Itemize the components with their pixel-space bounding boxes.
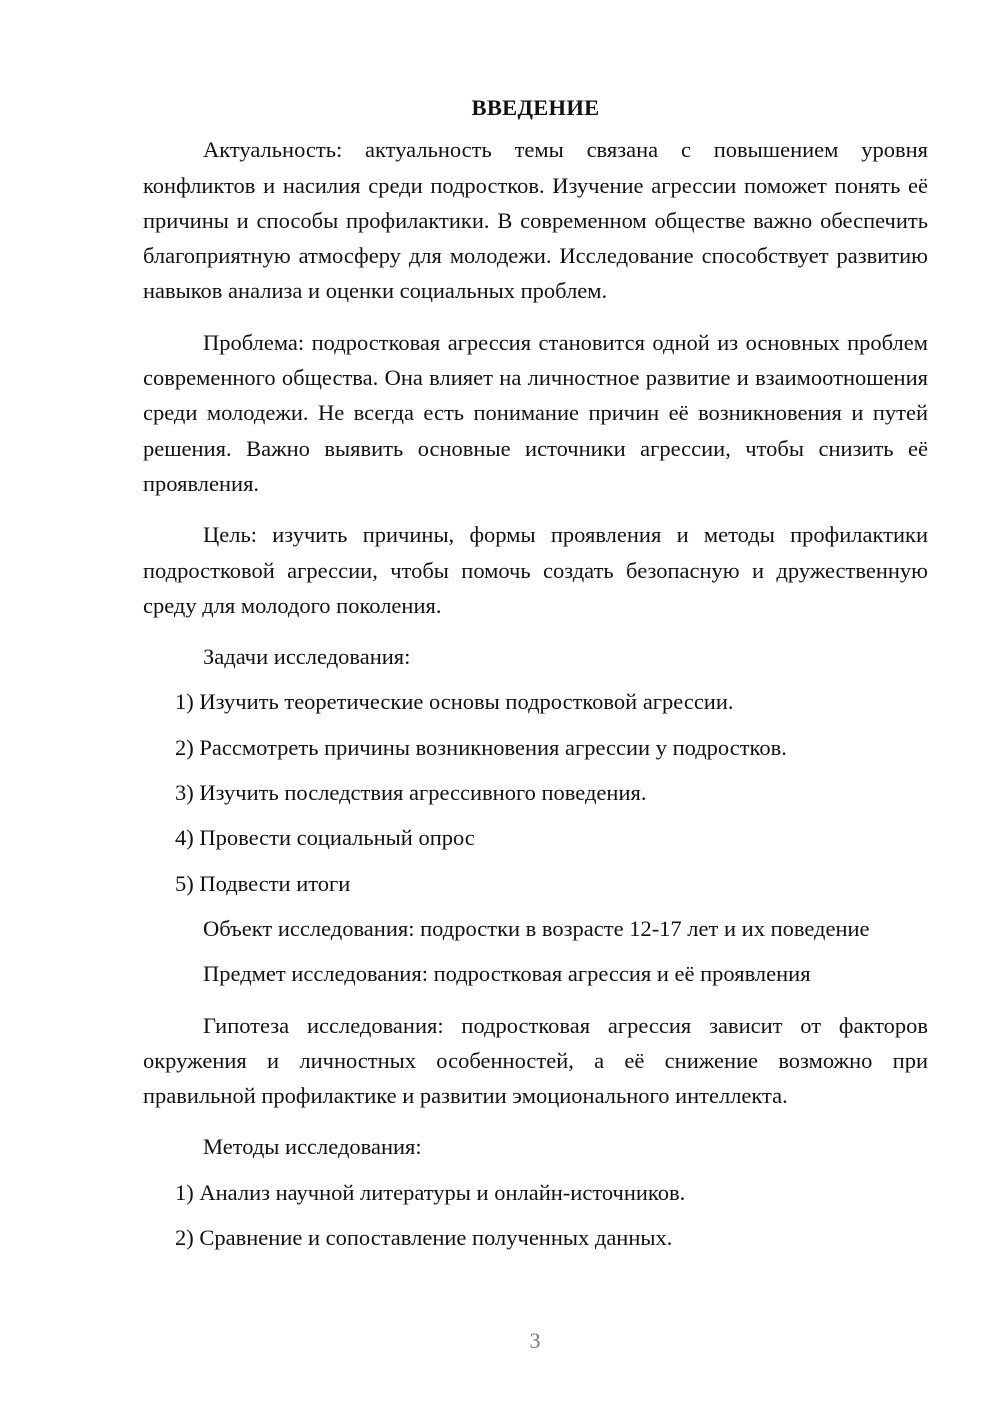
goal-paragraph: Цель: изучить причины, формы проявления и методы профилактики подростковой агрессии, чтобы помочь создать безопасную и дружественную среду для молодого поколения. [143, 522, 928, 618]
relevance-paragraph: Актуальность: актуальность темы связана с повышением уровня конфликтов и насилия среди подростков. Изучение агрессии поможет понять её причины и способы профилактики. В современном обществе важно обеспечить благоприятную атмосферу для молодежи. Исследование способствует развитию навыков анализа и оценки социальных проблем. [143, 137, 928, 304]
problem-paragraph: Проблема: подростковая агрессия становится одной из основных проблем современного общества. Она влияет на личностное развитие и взаимоотношения среди молодежи. Не всегда есть понимание причин её возникновения и путей решения. Важно выявить основные источники агрессии, чтобы снизить её проявления. [143, 329, 928, 496]
hypothesis-paragraph: Гипотеза исследования: подростковая агрессия зависит от факторов окружения и личностных особенностей, а её снижение возможно при правильной профилактике и развитии эмоционального интеллекта. [143, 1012, 928, 1109]
task-item: 3) Изучить последствия агрессивного поведения. [175, 780, 647, 806]
task-item: 5) Подвести итоги [175, 870, 351, 896]
section-title: ВВЕДЕНИЕ [471, 95, 600, 120]
document-page [143, 90, 928, 1265]
tasks-heading: Задачи исследования: [203, 644, 411, 670]
methods-heading: Методы исследования: [203, 1134, 422, 1160]
task-item: 2) Рассмотреть причины возникновения агрессии у подростков. [175, 734, 787, 760]
page-number: 3 [529, 1328, 541, 1353]
method-item: 1) Анализ научной литературы и онлайн-источников. [175, 1179, 686, 1205]
task-item: 4) Провести социальный опрос [175, 825, 475, 851]
subject-paragraph: Предмет исследования: подростковая агрессия и её проявления [203, 961, 811, 987]
method-item: 2) Сравнение и сопоставление полученных данных. [175, 1225, 673, 1251]
task-item: 1) Изучить теоретические основы подростковой агрессии. [175, 689, 734, 715]
object-paragraph: Объект исследования: подростки в возрасте 12-17 лет и их поведение [203, 915, 870, 941]
